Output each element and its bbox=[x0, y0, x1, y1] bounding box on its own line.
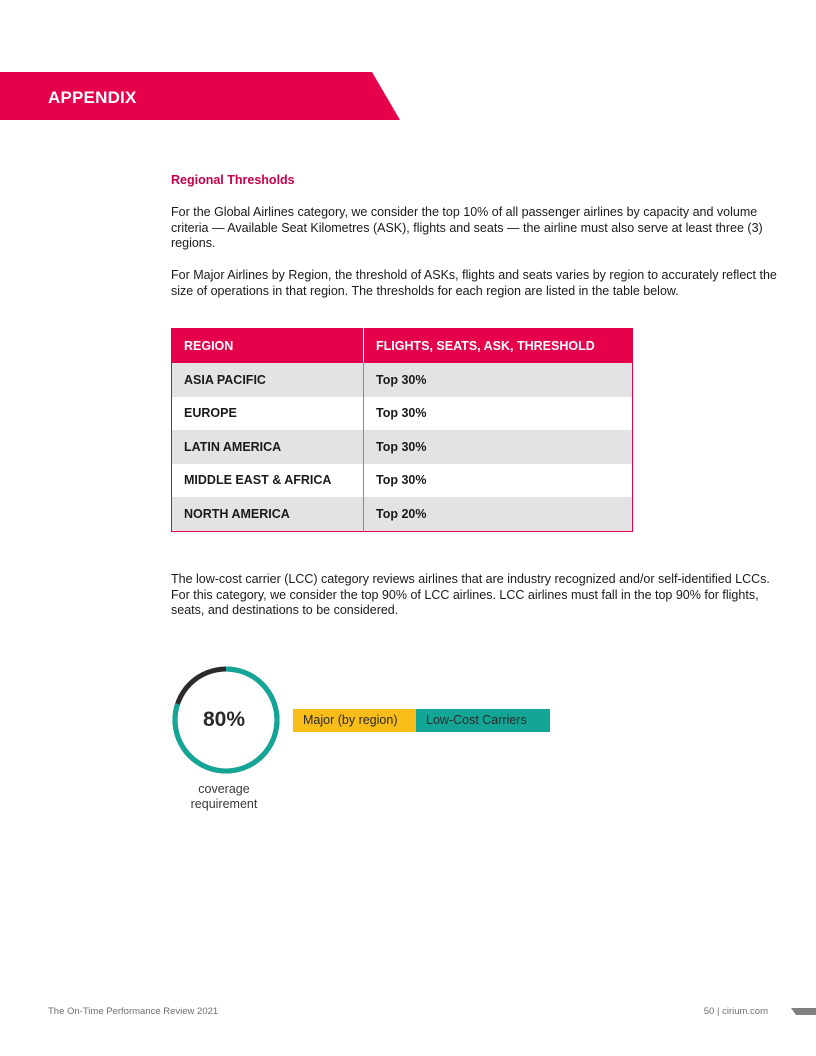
threshold-cell: Top 20% bbox=[364, 497, 633, 531]
table-row bbox=[172, 363, 633, 397]
threshold-cell: Top 30% bbox=[364, 397, 633, 431]
region-cell: ASIA PACIFIC bbox=[172, 363, 364, 397]
table-header-row bbox=[172, 329, 633, 364]
threshold-cell: Top 30% bbox=[364, 464, 633, 498]
table-row bbox=[172, 464, 633, 498]
coverage-caption-line2: requirement bbox=[190, 796, 258, 811]
threshold-cell: Top 30% bbox=[364, 363, 633, 397]
region-cell: LATIN AMERICA bbox=[172, 430, 364, 464]
table-row bbox=[172, 397, 633, 431]
footer-publication: The On-Time Performance Review 2021 bbox=[48, 1006, 219, 1017]
legend-item-major: Major (by region) bbox=[293, 709, 416, 732]
section-title: APPENDIX bbox=[48, 88, 137, 107]
table-row bbox=[172, 497, 633, 531]
coverage-legend bbox=[293, 709, 550, 732]
column-header-threshold: FLIGHTS, SEATS, ASK, THRESHOLD bbox=[364, 329, 633, 364]
table-row bbox=[172, 430, 633, 464]
legend-item-lcc: Low-Cost Carriers bbox=[416, 709, 550, 732]
threshold-cell: Top 30% bbox=[364, 430, 633, 464]
lcc-paragraph: The low-cost carrier (LCC) category reviews airlines that are industry recognized and/or self-identified LCCs. For this category, we consider the top 90% of LCC airlines. LCC airlines must fall in the top 90% for flights, seats, and destinations to be considered. bbox=[171, 572, 770, 617]
coverage-value: 80% bbox=[202, 708, 246, 731]
major-airlines-paragraph: For Major Airlines by Region, the threshold of ASKs, flights and seats varies by region to accurately reflect the size of operations in that region. The thresholds for each region are listed in the table below. bbox=[171, 268, 777, 298]
region-cell: EUROPE bbox=[172, 397, 364, 431]
column-header-region: REGION bbox=[172, 329, 364, 364]
global-airlines-paragraph: For the Global Airlines category, we consider the top 10% of all passenger airlines by capacity and volume criteria — Available Seat Kilometres (ASK), flights and seats — the airline must also serve at least three (3) regions. bbox=[171, 205, 763, 250]
region-cell: NORTH AMERICA bbox=[172, 497, 364, 531]
section-heading: Regional Thresholds bbox=[171, 173, 295, 187]
footer-page-tab bbox=[791, 1008, 816, 1015]
regional-threshold-table bbox=[171, 328, 633, 532]
footer-page-number: 50 | cirium.com bbox=[703, 1006, 768, 1017]
region-cell: MIDDLE EAST & AFRICA bbox=[172, 464, 364, 498]
coverage-caption-line1: coverage bbox=[198, 782, 250, 796]
coverage-caption bbox=[168, 782, 280, 811]
